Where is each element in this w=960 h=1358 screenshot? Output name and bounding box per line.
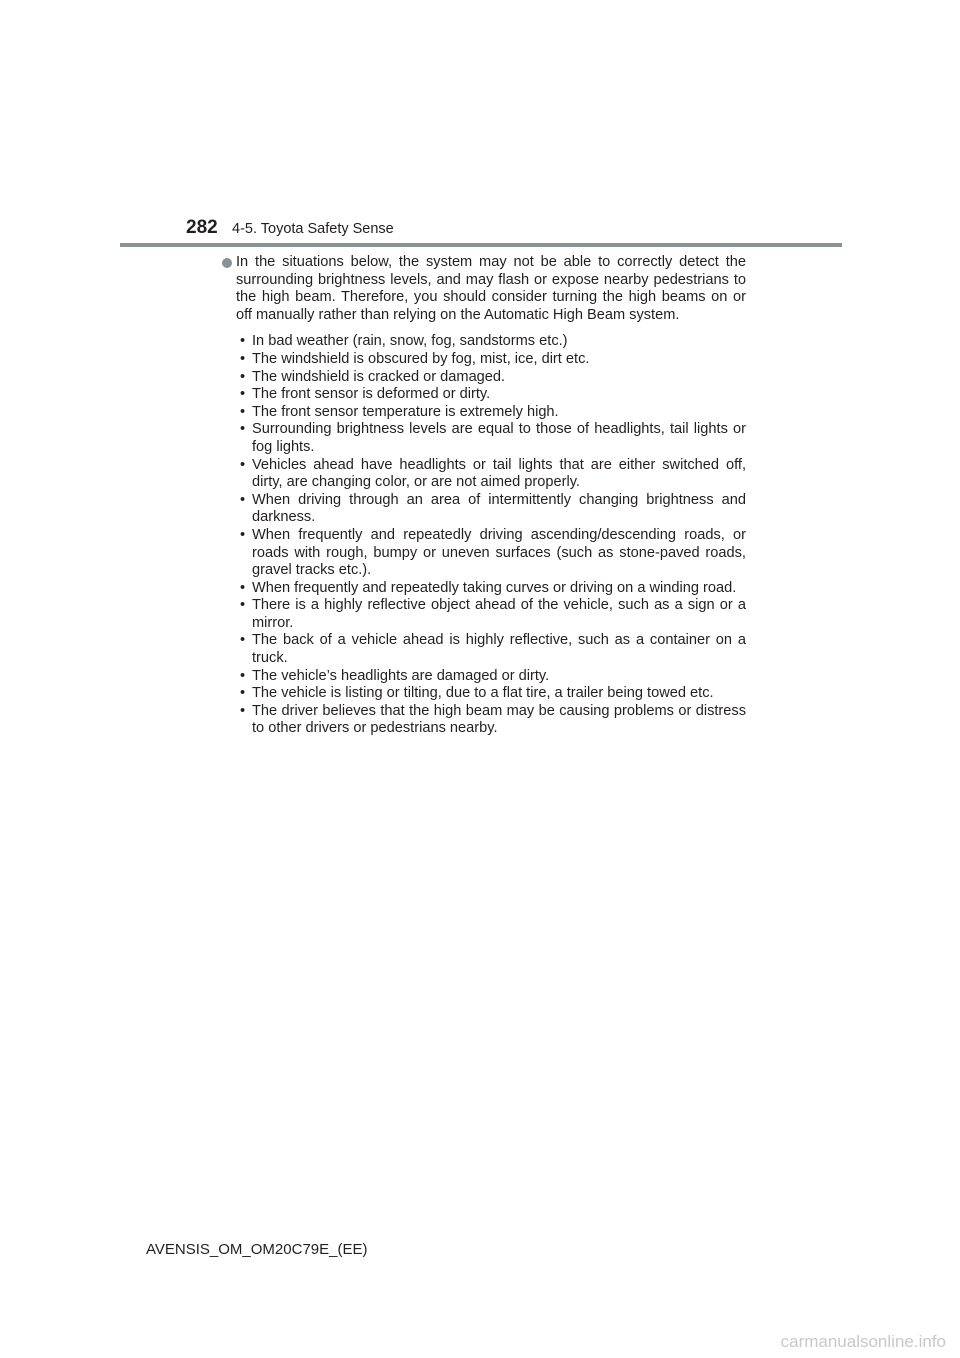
main-content bbox=[230, 254, 746, 738]
list-item-text: The vehicle’s headlights are damaged or dirty. bbox=[252, 667, 550, 684]
list-item bbox=[230, 632, 746, 667]
watermark[interactable]: carmanualsonline.info bbox=[780, 1332, 946, 1351]
small-bullet-icon: • bbox=[240, 368, 246, 385]
small-bullet-icon: • bbox=[240, 685, 246, 702]
list-item-text: When frequently and repeatedly driving ascending/descending roads, or roads with rough, bumpy or uneven surfaces (such as stone-paved roads, gravel tracks etc.). bbox=[252, 526, 746, 579]
section-title: 4-5. Toyota Safety Sense bbox=[232, 221, 394, 237]
list-item bbox=[230, 351, 746, 369]
small-bullet-icon: • bbox=[240, 386, 246, 403]
small-bullet-icon: • bbox=[240, 526, 246, 543]
round-bullet-icon bbox=[222, 258, 232, 268]
list-item bbox=[230, 421, 746, 456]
small-bullet-icon: • bbox=[240, 421, 246, 438]
intro-paragraph-row bbox=[230, 254, 746, 324]
list-item bbox=[230, 333, 746, 351]
list-item-text: When driving through an area of intermittently changing brightness and darkness. bbox=[252, 491, 746, 526]
list-item-text: The windshield is cracked or damaged. bbox=[252, 368, 506, 385]
document-code: AVENSIS_OM_OM20C79E_(EE) bbox=[146, 1241, 368, 1258]
list-item bbox=[230, 492, 746, 527]
condition-list bbox=[230, 333, 746, 738]
list-item bbox=[230, 668, 746, 686]
list-item-text: The back of a vehicle ahead is highly reflective, such as a container on a truck. bbox=[252, 632, 746, 667]
small-bullet-icon: • bbox=[240, 456, 246, 473]
list-item bbox=[230, 457, 746, 492]
list-item-text: The windshield is obscured by fog, mist, ice, dirt etc. bbox=[252, 350, 590, 367]
list-item bbox=[230, 386, 746, 404]
list-item-text: The front sensor is deformed or dirty. bbox=[252, 386, 491, 403]
header-divider bbox=[120, 243, 842, 247]
list-item-text: In bad weather (rain, snow, fog, sandstorms etc.) bbox=[252, 333, 568, 350]
intro-paragraph: In the situations below, the system may not be able to correctly detect the surrounding brightness levels, and may flash or expose nearby pedestrians to the high beam. Therefore, you should consider turning the high beams on or off manually rather than relying on the Automatic High Beam system. bbox=[236, 254, 746, 323]
small-bullet-icon: • bbox=[240, 597, 246, 614]
list-item bbox=[230, 703, 746, 738]
list-item-text: When frequently and repeatedly taking curves or driving on a winding road. bbox=[252, 579, 737, 596]
list-item-text: Surrounding brightness levels are equal to those of headlights, tail lights or fog lights. bbox=[252, 421, 746, 455]
list-item bbox=[230, 527, 746, 580]
list-item bbox=[230, 404, 746, 422]
small-bullet-icon: • bbox=[240, 632, 246, 649]
list-item bbox=[230, 580, 746, 598]
small-bullet-icon: • bbox=[240, 579, 246, 596]
list-item-text: Vehicles ahead have headlights or tail lights that are either switched off, dirty, are changing color, or are not aimed properly. bbox=[252, 456, 746, 491]
small-bullet-icon: • bbox=[240, 667, 246, 684]
list-item bbox=[230, 597, 746, 632]
list-item bbox=[230, 685, 746, 703]
small-bullet-icon: • bbox=[240, 491, 246, 508]
list-item bbox=[230, 369, 746, 387]
list-item-text: The front sensor temperature is extremely high. bbox=[252, 403, 559, 420]
small-bullet-icon: • bbox=[240, 333, 246, 350]
small-bullet-icon: • bbox=[240, 702, 246, 719]
page-number: 282 bbox=[186, 217, 218, 238]
small-bullet-icon: • bbox=[240, 403, 246, 420]
list-item-text: The driver believes that the high beam may be causing problems or distress to other drivers or pedestrians nearby. bbox=[252, 702, 746, 737]
list-item-text: The vehicle is listing or tilting, due to a flat tire, a trailer being towed etc. bbox=[252, 685, 714, 702]
small-bullet-icon: • bbox=[240, 350, 246, 367]
list-item-text: There is a highly reflective object ahead of the vehicle, such as a sign or a mirror. bbox=[252, 597, 746, 631]
